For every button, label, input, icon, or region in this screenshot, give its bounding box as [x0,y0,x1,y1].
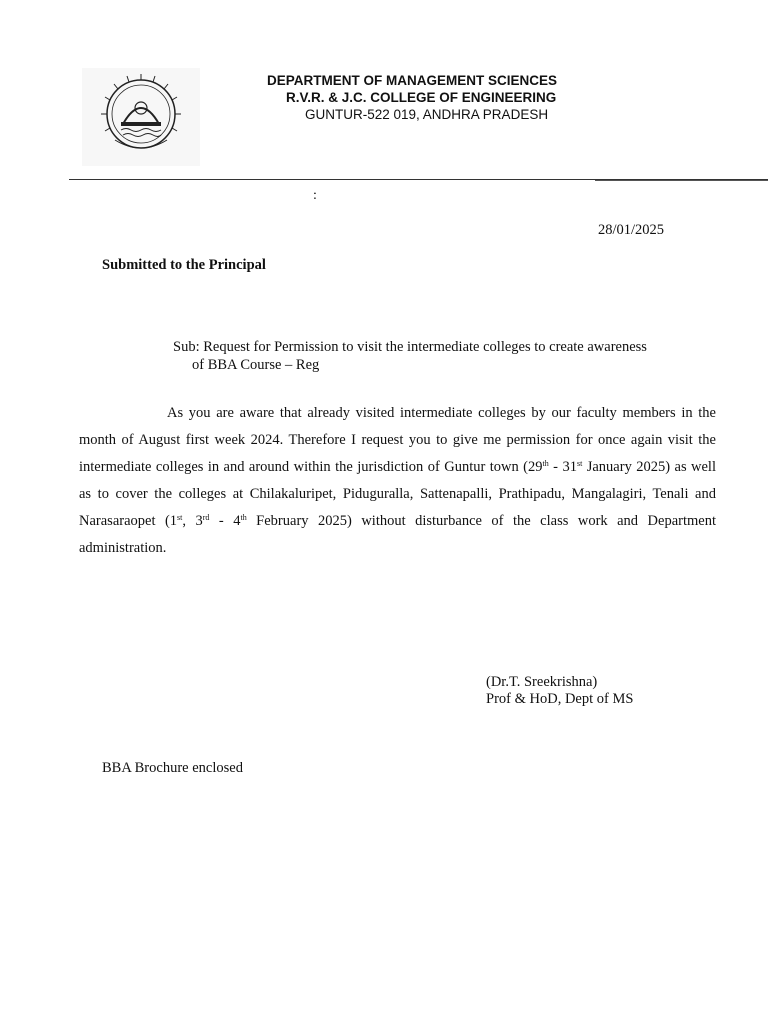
colon-mark: : [313,188,317,203]
header-divider-extension [595,180,768,181]
body-text-6: February 2025) without disturbance of the class work and Department administration. [79,513,716,556]
enclosure-note: BBA Brochure enclosed [102,760,243,776]
subject-line-2: of BBA Course – Reg [192,357,320,373]
college-name: R.V.R. & J.C. COLLEGE OF ENGINEERING [286,90,557,105]
body-sup-1: th [542,459,549,468]
signatory-title: Prof & HoD, Dept of MS [486,691,634,707]
body-text-3: January 2025) as well as to cover the colleges at Chilakaluripet, Piduguralla, Sattenapalli, Prathipadu, Mangalagiri, Tenali and Narasaraopet (1 [79,459,716,529]
college-seal-icon [82,68,200,166]
recipient-line: Submitted to the Principal [102,257,266,273]
signatory-name: (Dr.T. Sreekrishna) [486,674,598,690]
subject-line-1: Sub: Request for Permission to visit the intermediate colleges to create awareness [173,339,647,355]
letter-date: 28/01/2025 [598,222,665,238]
body-sup-4: rd [202,513,210,522]
body-sup-3: st [177,513,183,522]
body-sup-2: st [576,459,583,468]
body-text-2: - 31 [548,459,577,475]
department-name: DEPARTMENT OF MANAGEMENT SCIENCES [267,73,558,88]
college-address: GUNTUR-522 019, ANDHRA PRADESH [305,107,549,122]
letter-body [79,400,716,562]
body-sup-5: th [240,513,247,522]
body-text-5: - 4 [209,513,241,529]
body-text-4: , 3 [182,513,203,529]
body-text-1: As you are aware that already visited intermediate colleges by our faculty members in the month of August first week 2024. Therefore I request you to give me permission for once again visit the intermediate colleges in and around within the jurisdiction of Guntur town (29 [79,405,716,475]
